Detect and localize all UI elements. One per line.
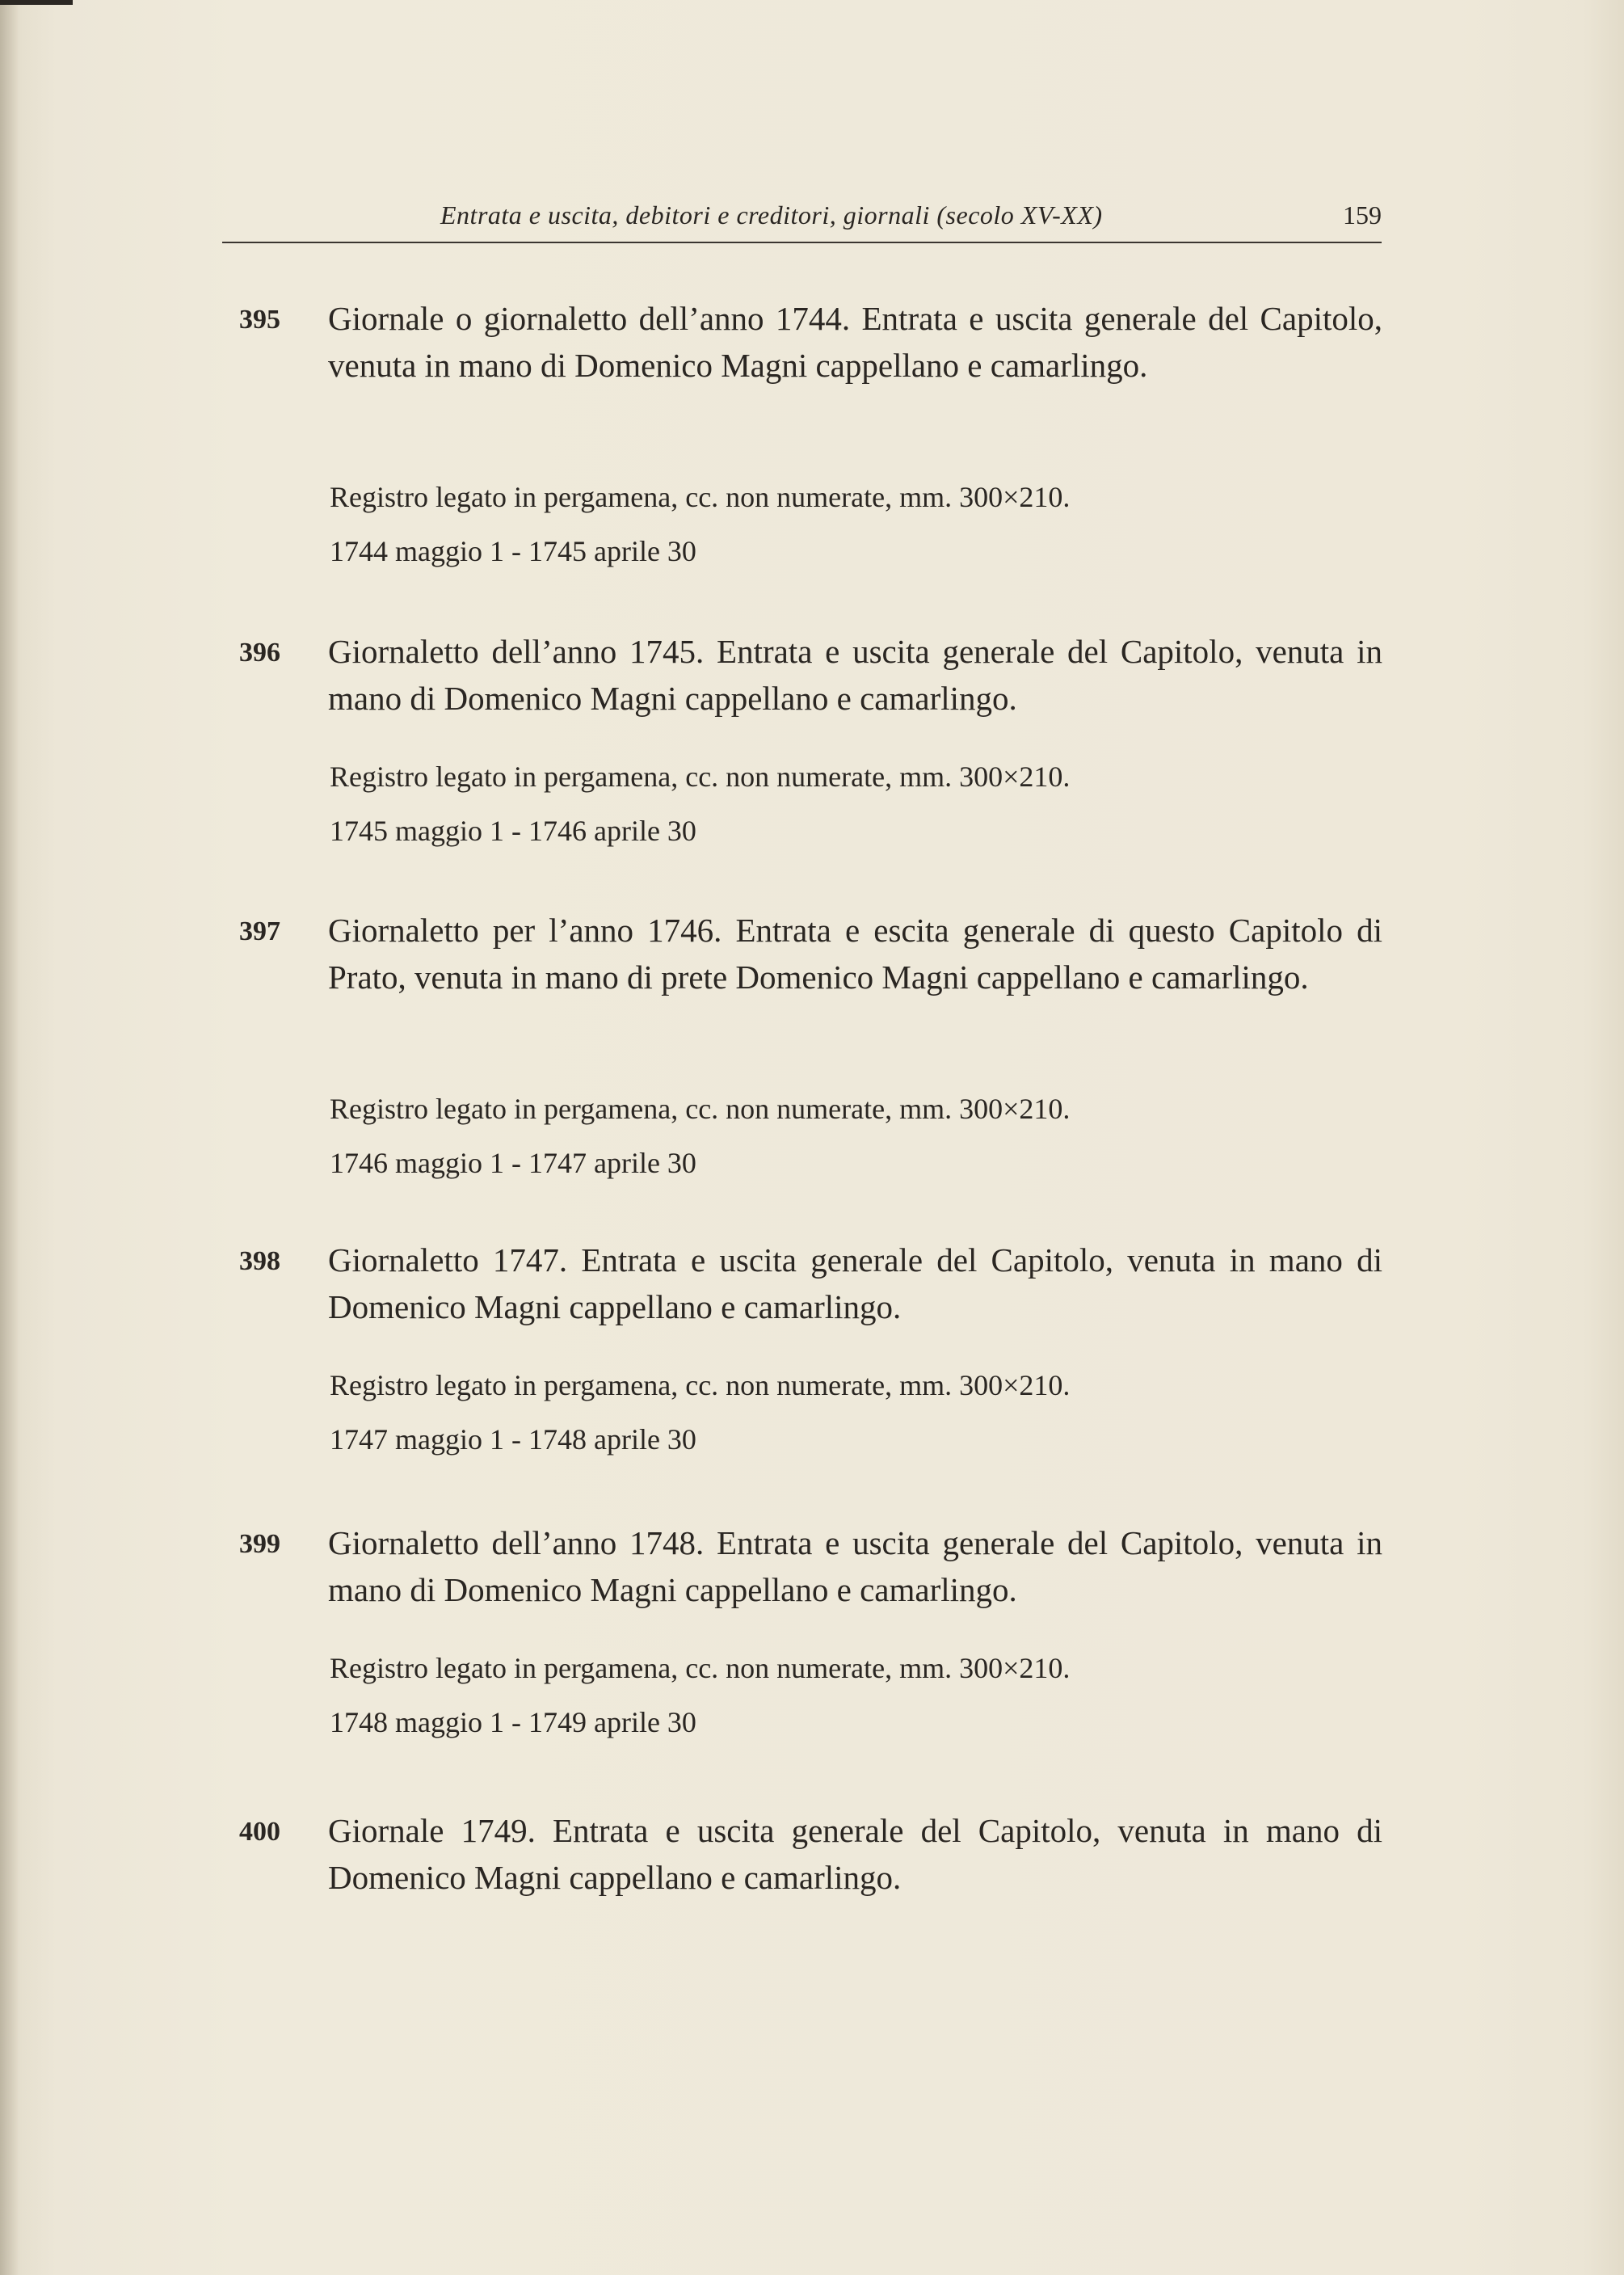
entry-number: 396 [239, 638, 280, 668]
entry-dates: 1748 maggio 1 - 1749 aprile 30 [330, 1706, 696, 1738]
entry-dates: 1745 maggio 1 - 1746 aprile 30 [330, 815, 696, 847]
entry-number: 399 [239, 1529, 280, 1559]
entry-number: 395 [239, 305, 280, 335]
page-edge-mark [0, 0, 73, 5]
entry-title: Giornaletto 1747. Entrata e uscita generale del Capitolo, venuta in mano di Domenico Magni cappellano e camarlingo. [328, 1241, 1382, 1325]
gutter-shadow [0, 0, 18, 2275]
entry-description: Registro legato in pergamena, cc. non numerate, mm. 300×210. [330, 1652, 1071, 1684]
entry-description: Registro legato in pergamena, cc. non numerate, mm. 300×210. [330, 1369, 1071, 1401]
entry-description: Registro legato in pergamena, cc. non numerate, mm. 300×210. [330, 760, 1071, 793]
header-rule [222, 242, 1382, 243]
entry-title: Giornaletto dell’anno 1745. Entrata e uscita generale del Capitolo, venuta in mano di Domenico Magni cappellano e camarlingo. [328, 633, 1382, 717]
entry-number: 397 [239, 916, 280, 946]
entry-dates: 1744 maggio 1 - 1745 aprile 30 [330, 535, 696, 567]
entry-description: Registro legato in pergamena, cc. non numerate, mm. 300×210. [330, 1093, 1071, 1125]
entry-dates: 1747 maggio 1 - 1748 aprile 30 [330, 1423, 696, 1456]
page-number: 159 [1343, 200, 1382, 230]
running-title: Entrata e uscita, debitori e creditori, giornali (secolo XV-XX) [440, 200, 1103, 230]
entry-description: Registro legato in pergamena, cc. non numerate, mm. 300×210. [330, 481, 1071, 513]
entry-title: Giornale o giornaletto dell’anno 1744. Entrata e uscita generale del Capitolo, venuta in mano di Domenico Magni cappellano e camarlingo. [328, 300, 1382, 384]
entry-title: Giornaletto per l’anno 1746. Entrata e escita generale di questo Capitolo di Prato, venuta in mano di prete Domenico Magni cappellano e camarlingo. [328, 912, 1382, 996]
entry-dates: 1746 maggio 1 - 1747 aprile 30 [330, 1147, 696, 1179]
entry-title: Giornaletto dell’anno 1748. Entrata e uscita generale del Capitolo, venuta in mano di Domenico Magni cappellano e camarlingo. [328, 1524, 1382, 1608]
entry-title: Giornale 1749. Entrata e uscita generale del Capitolo, venuta in mano di Domenico Magni cappellano e camarlingo. [328, 1812, 1382, 1896]
entry-number: 398 [239, 1246, 280, 1276]
entry-number: 400 [239, 1817, 280, 1847]
